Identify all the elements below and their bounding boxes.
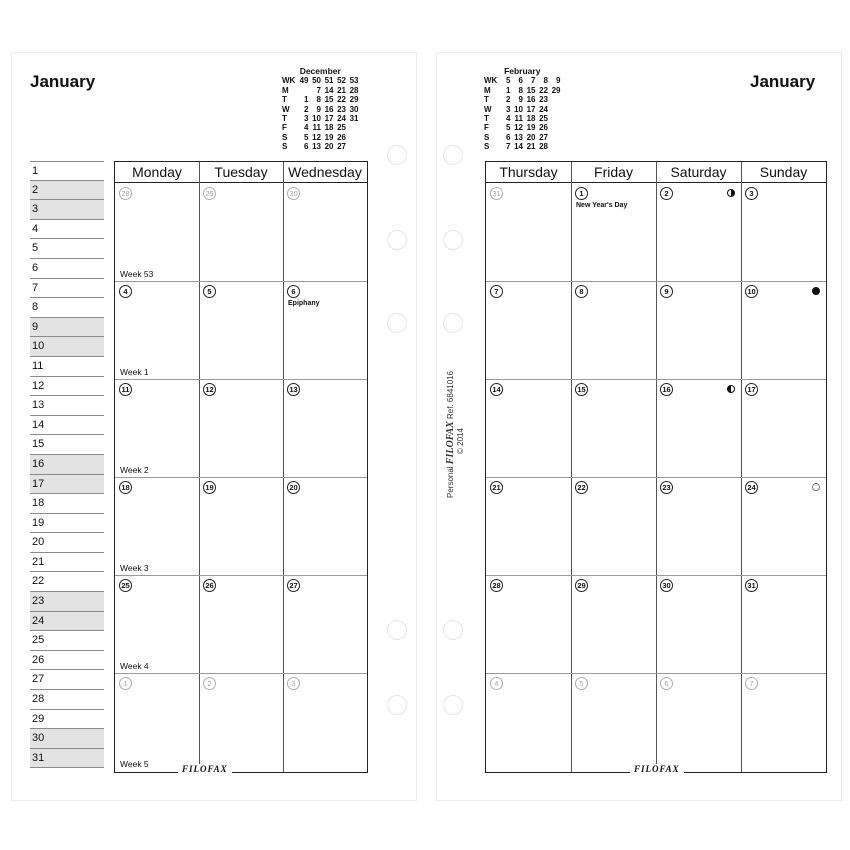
day-cell xyxy=(115,575,199,673)
day-number: 17 xyxy=(745,383,758,396)
day-number-row: 30 xyxy=(30,729,104,749)
week-label: Week 4 xyxy=(120,661,149,671)
day-number: 7 xyxy=(490,285,503,298)
mini-calendar-cell: 15 xyxy=(526,85,536,95)
binder-hole xyxy=(443,695,463,715)
binder-hole xyxy=(443,230,463,250)
brand-logo-left: FILOFAX xyxy=(178,764,232,774)
day-cell xyxy=(741,477,826,575)
mini-calendar-cell: 3 xyxy=(506,104,511,114)
mini-calendar-row-label: F xyxy=(484,123,489,133)
mini-calendar-cell: 10 xyxy=(514,104,523,114)
mini-calendar-cell: 26 xyxy=(337,132,346,142)
week-label: Week 2 xyxy=(120,465,149,475)
spine-prefix: Personal xyxy=(446,466,455,498)
mini-calendar-row-label: WK xyxy=(484,76,498,86)
mini-calendar-cell: 11 xyxy=(312,123,321,133)
mini-calendar-cell: 1 xyxy=(506,85,511,95)
day-number: 18 xyxy=(119,481,132,494)
day-number: 5 xyxy=(575,677,588,690)
day-number-row: 18 xyxy=(30,494,104,514)
mini-calendar-cell: 50 xyxy=(312,76,321,86)
binder-hole xyxy=(443,313,463,333)
day-cell xyxy=(115,183,199,281)
day-number-row: 15 xyxy=(30,435,104,455)
mini-calendar-row-label: WK xyxy=(282,76,296,86)
day-number-row: 16 xyxy=(30,455,104,475)
mini-calendar-cell: 13 xyxy=(312,142,321,152)
day-number-row: 21 xyxy=(30,553,104,573)
mini-calendar-cell: 9 xyxy=(316,104,321,114)
mini-calendar-row xyxy=(282,142,359,151)
day-header-wednesday: Wednesday xyxy=(283,162,367,183)
day-number: 11 xyxy=(119,383,132,396)
day-cell xyxy=(656,379,741,477)
day-number: 6 xyxy=(287,285,300,298)
day-cell xyxy=(656,281,741,379)
mini-calendar-cell: 6 xyxy=(304,142,309,152)
mini-calendar-cell: 31 xyxy=(349,114,359,124)
mini-calendar-cell: 20 xyxy=(324,142,334,152)
left-page-title: January xyxy=(30,72,96,91)
day-number: 14 xyxy=(490,383,503,396)
day-cell xyxy=(656,673,741,771)
mini-calendar-cell: 6 xyxy=(506,132,511,142)
day-number: 3 xyxy=(745,187,758,200)
day-number-row: 17 xyxy=(30,475,104,495)
mini-calendar-cell: 52 xyxy=(337,76,346,86)
day-cell xyxy=(571,575,656,673)
day-number: 30 xyxy=(287,187,300,200)
mini-calendar-row-label: T xyxy=(484,114,489,124)
mini-calendar-cell xyxy=(548,123,561,132)
day-number-row: 8 xyxy=(30,298,104,318)
day-number-row: 19 xyxy=(30,514,104,534)
binder-hole xyxy=(387,313,407,333)
moon-phase-icon xyxy=(727,385,735,393)
mini-calendar-cell: 4 xyxy=(304,123,309,133)
day-cell xyxy=(283,183,367,281)
mini-calendar-cell: 20 xyxy=(526,132,536,142)
day-cell xyxy=(571,379,656,477)
day-number-row: 29 xyxy=(30,710,104,730)
day-number: 10 xyxy=(745,285,758,298)
mini-calendar-cell: 53 xyxy=(349,76,359,86)
mini-calendar-cell: 6 xyxy=(518,76,523,86)
moon-phase-icon xyxy=(727,189,735,197)
mini-calendar-cell: 8 xyxy=(518,85,523,95)
day-number: 4 xyxy=(490,677,503,690)
mini-calendar-row-label: S xyxy=(282,142,288,152)
day-cell xyxy=(571,183,656,281)
day-number-row: 4 xyxy=(30,220,104,240)
mini-calendar-row xyxy=(282,76,359,85)
mini-calendar-row xyxy=(282,86,359,95)
day-cell xyxy=(199,183,283,281)
day-header-sunday: Sunday xyxy=(741,162,826,183)
mini-calendar-cell: 9 xyxy=(518,95,523,105)
day-number: 3 xyxy=(287,677,300,690)
day-number: 7 xyxy=(745,677,758,690)
mini-calendar-row xyxy=(484,86,561,95)
mini-calendar-february xyxy=(484,67,561,152)
day-cell xyxy=(199,673,283,771)
day-number-row: 5 xyxy=(30,239,104,259)
mini-calendar-row-label: M xyxy=(484,85,491,95)
day-number: 19 xyxy=(203,481,216,494)
day-number: 27 xyxy=(287,579,300,592)
binder-hole xyxy=(387,620,407,640)
day-number: 31 xyxy=(745,579,758,592)
day-number: 24 xyxy=(745,481,758,494)
mini-calendar-cell xyxy=(548,105,561,114)
day-cell xyxy=(486,183,571,281)
mini-calendar-cell: 16 xyxy=(324,104,334,114)
mini-calendar-cell: 5 xyxy=(304,132,309,142)
day-cell xyxy=(115,477,199,575)
day-cell xyxy=(741,379,826,477)
mini-calendar-cell: 10 xyxy=(312,114,321,124)
day-cell xyxy=(656,477,741,575)
mini-calendar-cell: 11 xyxy=(514,114,523,124)
mini-calendar-row xyxy=(282,133,359,142)
day-cell xyxy=(656,183,741,281)
day-number-row: 3 xyxy=(30,200,104,220)
mini-calendar-row-label: T xyxy=(484,95,489,105)
mini-calendar-cell: 9 xyxy=(556,76,561,86)
moon-phase-icon xyxy=(812,287,820,295)
mini-calendar-row-label: S xyxy=(484,132,490,142)
day-cell xyxy=(571,673,656,771)
day-number: 31 xyxy=(490,187,503,200)
mini-calendar-row-label: M xyxy=(282,85,289,95)
mini-calendar-row-label: S xyxy=(484,142,490,152)
mini-calendar-cell: 26 xyxy=(539,123,548,133)
day-cell xyxy=(199,477,283,575)
mini-calendar-cell: 19 xyxy=(526,123,536,133)
mini-calendar-cell: 8 xyxy=(316,95,321,105)
mini-calendar-cell: 29 xyxy=(551,85,561,95)
mini-calendar-cell: 7 xyxy=(531,76,536,86)
mini-calendar-row-label: S xyxy=(282,132,288,142)
day-number-row: 12 xyxy=(30,377,104,397)
day-number: 28 xyxy=(119,187,132,200)
calendar-grid-left xyxy=(114,161,368,773)
mini-calendar-cell: 2 xyxy=(506,95,511,105)
moon-phase-icon xyxy=(812,483,820,491)
day-number-row: 6 xyxy=(30,259,104,279)
mini-calendar-row xyxy=(484,114,561,123)
mini-calendar-cell: 15 xyxy=(324,95,334,105)
day-number-row: 23 xyxy=(30,592,104,612)
mini-calendar-row xyxy=(282,95,359,104)
mini-calendar-cell: 30 xyxy=(349,104,359,114)
day-number: 6 xyxy=(660,677,673,690)
mini-calendar-cell xyxy=(548,133,561,142)
mini-calendar-cell: 24 xyxy=(337,114,346,124)
week-label: Week 5 xyxy=(120,759,149,769)
day-number: 23 xyxy=(660,481,673,494)
day-cell xyxy=(283,379,367,477)
mini-calendar-cell: 28 xyxy=(349,85,359,95)
day-number-row: 20 xyxy=(30,533,104,553)
mini-calendar-row-label: T xyxy=(282,114,287,124)
day-number: 12 xyxy=(203,383,216,396)
day-number: 15 xyxy=(575,383,588,396)
mini-calendar-cell: 29 xyxy=(349,95,359,105)
day-cell xyxy=(199,575,283,673)
mini-calendar-row xyxy=(282,105,359,114)
mini-calendar-row xyxy=(282,114,359,123)
mini-calendar-row xyxy=(484,95,561,104)
day-number: 1 xyxy=(575,187,588,200)
mini-calendar-cell: 12 xyxy=(312,132,321,142)
mini-calendar-cell: 49 xyxy=(299,76,309,86)
day-cell xyxy=(486,673,571,771)
mini-calendar-cell xyxy=(346,123,359,132)
mini-calendar-cell: 25 xyxy=(337,123,346,133)
day-number-row: 13 xyxy=(30,396,104,416)
mini-calendar-cell: 14 xyxy=(324,85,334,95)
mini-calendar-cell: 22 xyxy=(337,95,346,105)
mini-calendar-cell xyxy=(296,86,309,95)
mini-calendar-cell: 21 xyxy=(526,142,536,152)
day-header-tuesday: Tuesday xyxy=(199,162,283,183)
day-number-row: 11 xyxy=(30,357,104,377)
mini-calendar-cell: 24 xyxy=(539,104,548,114)
mini-calendar-cell xyxy=(548,142,561,151)
day-number: 30 xyxy=(660,579,673,592)
day-number-column xyxy=(30,161,104,768)
day-number: 22 xyxy=(575,481,588,494)
mini-calendar-row xyxy=(484,123,561,132)
mini-calendar-month: February xyxy=(504,66,541,76)
spine-brand: FILOFAX xyxy=(445,421,456,465)
day-number: 21 xyxy=(490,481,503,494)
week-label: Week 1 xyxy=(120,367,149,377)
mini-calendar-cell: 22 xyxy=(539,85,548,95)
brand-logo-right: FILOFAX xyxy=(630,764,684,774)
mini-calendar-month: December xyxy=(299,66,341,76)
mini-calendar-cell xyxy=(548,95,561,104)
day-number: 16 xyxy=(660,383,673,396)
mini-calendar-cell xyxy=(346,142,359,151)
mini-calendar-cell: 17 xyxy=(324,114,334,124)
mini-calendar-cell: 8 xyxy=(543,76,548,86)
mini-calendar-cell: 7 xyxy=(316,85,321,95)
day-number: 1 xyxy=(119,677,132,690)
mini-calendar-cell: 23 xyxy=(337,104,346,114)
mini-calendar-cell: 17 xyxy=(526,104,536,114)
mini-calendar-cell: 19 xyxy=(324,132,334,142)
day-number: 26 xyxy=(203,579,216,592)
day-number-row: 27 xyxy=(30,670,104,690)
day-number-row: 24 xyxy=(30,612,104,632)
day-cell xyxy=(741,673,826,771)
day-cell xyxy=(283,575,367,673)
binder-hole xyxy=(443,620,463,640)
day-number-row: 22 xyxy=(30,572,104,592)
day-number: 2 xyxy=(660,187,673,200)
binder-hole xyxy=(443,145,463,165)
day-cell xyxy=(571,477,656,575)
mini-calendar-row xyxy=(282,123,359,132)
mini-calendar-cell: 4 xyxy=(506,114,511,124)
day-header-friday: Friday xyxy=(571,162,656,183)
event-label: New Year's Day xyxy=(576,202,628,209)
spine-copyright: © 2014 xyxy=(456,428,465,454)
mini-calendar-cell: 25 xyxy=(539,114,548,124)
mini-calendar-row-label: T xyxy=(282,95,287,105)
binder-hole xyxy=(387,695,407,715)
mini-calendar-cell: 18 xyxy=(324,123,334,133)
day-cell xyxy=(571,281,656,379)
right-page-title: January xyxy=(750,72,816,91)
mini-calendar-row-label: W xyxy=(282,104,290,114)
day-cell xyxy=(741,575,826,673)
day-number-row: 31 xyxy=(30,749,104,769)
week-label: Week 53 xyxy=(120,269,154,279)
day-cell xyxy=(199,379,283,477)
mini-calendar-cell: 27 xyxy=(337,142,346,152)
day-number: 2 xyxy=(203,677,216,690)
day-number-row: 10 xyxy=(30,337,104,357)
day-cell xyxy=(741,281,826,379)
mini-calendar-row xyxy=(484,105,561,114)
day-cell xyxy=(486,281,571,379)
day-number-row: 26 xyxy=(30,651,104,671)
day-cell xyxy=(656,575,741,673)
day-cell xyxy=(486,477,571,575)
day-cell xyxy=(486,575,571,673)
day-cell xyxy=(486,379,571,477)
day-number: 8 xyxy=(575,285,588,298)
day-number: 28 xyxy=(490,579,503,592)
day-number: 9 xyxy=(660,285,673,298)
day-number: 13 xyxy=(287,383,300,396)
mini-calendar-cell: 5 xyxy=(506,123,511,133)
mini-calendar-cell xyxy=(346,133,359,142)
day-cell xyxy=(115,379,199,477)
day-header-saturday: Saturday xyxy=(656,162,741,183)
day-number: 29 xyxy=(575,579,588,592)
mini-calendar-cell: 16 xyxy=(526,95,536,105)
mini-calendar-cell: 21 xyxy=(337,85,346,95)
day-number-row: 25 xyxy=(30,631,104,651)
mini-calendar-cell: 23 xyxy=(539,95,548,105)
day-number: 5 xyxy=(203,285,216,298)
mini-calendar-cell: 13 xyxy=(514,132,523,142)
day-number-row: 7 xyxy=(30,279,104,299)
mini-calendar-cell: 51 xyxy=(324,76,334,86)
day-cell xyxy=(199,281,283,379)
spine-ref: Ref. 6841016 xyxy=(446,370,455,419)
mini-calendar-row xyxy=(484,142,561,151)
mini-calendar-cell: 1 xyxy=(304,95,309,105)
mini-calendar-december xyxy=(282,67,359,152)
mini-calendar-cell: 2 xyxy=(304,104,309,114)
day-cell xyxy=(741,183,826,281)
mini-calendar-cell xyxy=(548,114,561,123)
day-cell xyxy=(115,673,199,771)
mini-calendar-cell: 5 xyxy=(506,76,511,86)
day-number-row: 9 xyxy=(30,318,104,338)
week-label: Week 3 xyxy=(120,563,149,573)
spine-imprint xyxy=(445,371,465,498)
day-number-row: 28 xyxy=(30,690,104,710)
mini-calendar-cell: 27 xyxy=(539,132,548,142)
mini-calendar-cell: 14 xyxy=(514,142,523,152)
day-number-row: 2 xyxy=(30,181,104,201)
mini-calendar-cell: 3 xyxy=(304,114,309,124)
day-number: 29 xyxy=(203,187,216,200)
day-number: 4 xyxy=(119,285,132,298)
mini-calendar-row-label: W xyxy=(484,104,492,114)
day-cell xyxy=(115,281,199,379)
calendar-grid-right xyxy=(485,161,827,773)
day-number-row: 1 xyxy=(30,161,104,181)
mini-calendar-row-label: F xyxy=(282,123,287,133)
day-cell xyxy=(283,673,367,771)
mini-calendar-cell: 7 xyxy=(506,142,511,152)
day-header-monday: Monday xyxy=(115,162,199,183)
day-number: 20 xyxy=(287,481,300,494)
event-label: Epiphany xyxy=(288,300,320,307)
mini-calendar-cell: 28 xyxy=(539,142,548,152)
day-cell xyxy=(283,281,367,379)
day-cell xyxy=(283,477,367,575)
binder-hole xyxy=(387,230,407,250)
day-number-row: 14 xyxy=(30,416,104,436)
day-number: 25 xyxy=(119,579,132,592)
binder-hole xyxy=(387,145,407,165)
mini-calendar-cell: 18 xyxy=(526,114,536,124)
day-header-thursday: Thursday xyxy=(486,162,571,183)
mini-calendar-row xyxy=(484,76,561,85)
mini-calendar-row xyxy=(484,133,561,142)
mini-calendar-cell: 12 xyxy=(514,123,523,133)
